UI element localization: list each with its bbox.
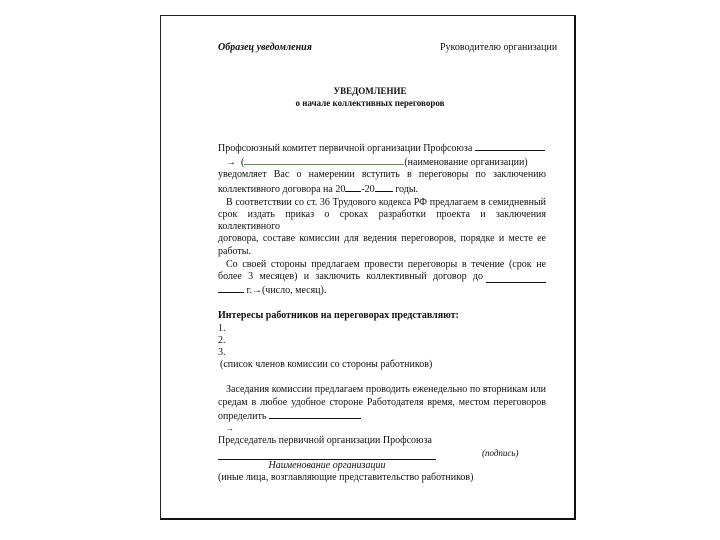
text: годы. [395,183,419,195]
list-item: 2. [218,334,226,346]
list-item: 1. [218,322,226,334]
blank-field [475,141,545,151]
text: -20 [361,183,375,195]
para1-line2 [218,155,546,169]
addressee: Руководителю организации [440,42,558,53]
org-name-label: Наименование организации [268,459,386,471]
representatives-heading: Интересы работников на переговорах представляют: [218,310,459,322]
document-body [218,141,546,484]
document-subtitle: о начале коллективных переговоров [295,98,445,108]
para2-line3: договора, составе комиссии для ведения переговоров, порядке и месте ее [218,233,546,245]
text: (наименование организации) [404,157,528,169]
text: Профсоюзный комитет первичной организации Профсоюза [218,143,473,154]
blank-field [375,182,393,192]
list-item: 3. [218,347,226,359]
para1-line4 [218,182,546,196]
signature-row [218,447,546,459]
para1-line3: уведомляет Вас о намерении вступить в переговоры по заключению [218,169,546,181]
para2-line4: работы. [218,245,251,257]
text: определить [218,410,267,422]
blank-field [218,283,244,293]
tab-arrow: → [226,424,234,434]
sample-label: Образец уведомления [218,42,312,53]
para4-line2: средам в любое удобное стороне Работодателя время, местом переговоров [218,396,546,408]
signature-line [218,449,436,460]
text: ( [241,157,245,169]
list-note: (список членов комиссии со стороны работников) [220,359,433,371]
para3-line2 [218,271,546,283]
para3-line3 [218,283,546,297]
org-name-field [244,155,404,165]
text: более 3 месяцев) и заключить коллективный договор до [218,271,483,283]
text: г.→(число, месяц). [246,285,327,297]
document-title: УВЕДОМЛЕНИЕ [333,86,407,96]
para2-line2: срок издать приказ о сроках разработки проекта и заключения коллективного [218,209,546,233]
blank-field [269,409,361,419]
signature-label: (подпись) [482,448,519,459]
tab-arrow: → [226,157,236,169]
para2-line1: В соответствии со ст. 36 Трудового кодекса РФ предлагаем в семидневный [226,196,546,208]
text: коллективного договора на 20 [218,183,346,195]
para3-line1: Со своей стороны предлагаем провести переговоры в течение (срок не [226,258,546,270]
para4-line3 [218,409,546,423]
blank-field [486,273,546,283]
other-persons-note: (иные лица, возглавляющие представительство работников) [218,471,474,483]
chair-title: Председатель первичной организации Профсоюза [218,435,432,447]
blank-field [345,182,361,192]
para4-line1: Заседания комиссии предлагаем проводить еженедельно по вторникам или [226,384,546,396]
para1-line1 [218,141,546,155]
